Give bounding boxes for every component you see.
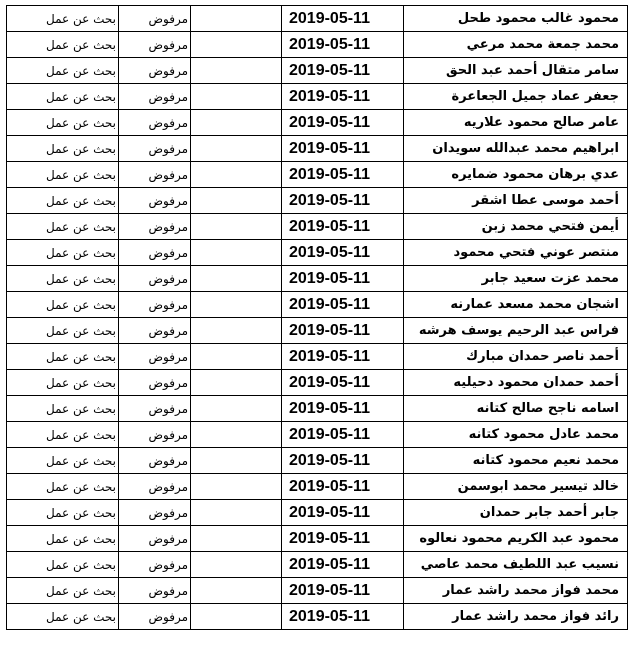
reason-cell: بحث عن عمل (7, 32, 119, 58)
table-row (7, 240, 628, 266)
applicant-name-cell: جعفر عماد جميل الجعاعرة (404, 84, 628, 110)
reason-cell: بحث عن عمل (7, 162, 119, 188)
date-cell: 2019-05-11 (282, 526, 404, 552)
empty-cell (191, 58, 282, 84)
applicant-name-cell: اسامه ناجح صالح كتانه (404, 396, 628, 422)
reason-cell: بحث عن عمل (7, 448, 119, 474)
reason-cell: بحث عن عمل (7, 500, 119, 526)
reason-cell: بحث عن عمل (7, 58, 119, 84)
table-row (7, 214, 628, 240)
empty-cell (191, 604, 282, 630)
empty-cell (191, 318, 282, 344)
date-cell: 2019-05-11 (282, 136, 404, 162)
applicant-name-cell: أحمد حمدان محمود دحيليه (404, 370, 628, 396)
applicant-name-cell: فراس عبد الرحيم يوسف هرشه (404, 318, 628, 344)
date-cell: 2019-05-11 (282, 604, 404, 630)
document-page (6, 5, 626, 651)
empty-cell (191, 214, 282, 240)
applicant-name-cell: جابر أحمد جابر حمدان (404, 500, 628, 526)
reason-cell: بحث عن عمل (7, 552, 119, 578)
table-row (7, 162, 628, 188)
reason-cell: بحث عن عمل (7, 84, 119, 110)
table-row (7, 344, 628, 370)
applicant-name-cell: عامر صالح محمود علاريه (404, 110, 628, 136)
status-cell: مرفوض (119, 604, 191, 630)
table-row (7, 526, 628, 552)
empty-cell (191, 84, 282, 110)
status-cell: مرفوض (119, 110, 191, 136)
reason-cell: بحث عن عمل (7, 136, 119, 162)
applicant-name-cell: محمد عادل محمود كتانه (404, 422, 628, 448)
reason-cell: بحث عن عمل (7, 6, 119, 32)
empty-cell (191, 162, 282, 188)
date-cell: 2019-05-11 (282, 58, 404, 84)
table-row (7, 474, 628, 500)
table-row (7, 110, 628, 136)
applicant-name-cell: محمود غالب محمود طحل (404, 6, 628, 32)
applicant-name-cell: محمود عبد الكريم محمود نعالوه (404, 526, 628, 552)
table-row (7, 32, 628, 58)
table-row (7, 318, 628, 344)
applicant-name-cell: محمد فواز محمد راشد عمار (404, 578, 628, 604)
applicant-name-cell: أيمن فتحي محمد زبن (404, 214, 628, 240)
table-row (7, 604, 628, 630)
reason-cell: بحث عن عمل (7, 604, 119, 630)
status-cell: مرفوض (119, 526, 191, 552)
empty-cell (191, 136, 282, 162)
status-cell: مرفوض (119, 136, 191, 162)
empty-cell (191, 526, 282, 552)
reason-cell: بحث عن عمل (7, 526, 119, 552)
status-cell: مرفوض (119, 240, 191, 266)
table-row (7, 552, 628, 578)
status-cell: مرفوض (119, 84, 191, 110)
table-row (7, 448, 628, 474)
reason-cell: بحث عن عمل (7, 266, 119, 292)
applicant-name-cell: أحمد ناصر حمدان مبارك (404, 344, 628, 370)
status-cell: مرفوض (119, 370, 191, 396)
reason-cell: بحث عن عمل (7, 240, 119, 266)
status-cell: مرفوض (119, 188, 191, 214)
empty-cell (191, 500, 282, 526)
date-cell: 2019-05-11 (282, 448, 404, 474)
reason-cell: بحث عن عمل (7, 474, 119, 500)
applicant-name-cell: اشجان محمد مسعد عمارنه (404, 292, 628, 318)
applicant-name-cell: عدي برهان محمود ضمايره (404, 162, 628, 188)
reason-cell: بحث عن عمل (7, 344, 119, 370)
table-row (7, 292, 628, 318)
reason-cell: بحث عن عمل (7, 214, 119, 240)
applicant-name-cell: محمد عزت سعيد جابر (404, 266, 628, 292)
status-cell: مرفوض (119, 6, 191, 32)
table-row (7, 136, 628, 162)
status-cell: مرفوض (119, 500, 191, 526)
table-row (7, 266, 628, 292)
table-row (7, 578, 628, 604)
date-cell: 2019-05-11 (282, 214, 404, 240)
applicant-name-cell: محمد جمعة محمد مرعي (404, 32, 628, 58)
reason-cell: بحث عن عمل (7, 370, 119, 396)
empty-cell (191, 240, 282, 266)
reason-cell: بحث عن عمل (7, 292, 119, 318)
empty-cell (191, 422, 282, 448)
date-cell: 2019-05-11 (282, 474, 404, 500)
empty-cell (191, 370, 282, 396)
applicant-name-cell: محمد نعيم محمود كتانه (404, 448, 628, 474)
date-cell: 2019-05-11 (282, 578, 404, 604)
empty-cell (191, 32, 282, 58)
table-row (7, 500, 628, 526)
empty-cell (191, 474, 282, 500)
reason-cell: بحث عن عمل (7, 110, 119, 136)
status-cell: مرفوض (119, 396, 191, 422)
reason-cell: بحث عن عمل (7, 318, 119, 344)
status-cell: مرفوض (119, 318, 191, 344)
date-cell: 2019-05-11 (282, 422, 404, 448)
table-row (7, 422, 628, 448)
empty-cell (191, 292, 282, 318)
status-cell: مرفوض (119, 578, 191, 604)
empty-cell (191, 6, 282, 32)
status-cell: مرفوض (119, 32, 191, 58)
applicant-name-cell: خالد تيسير محمد ابوسمن (404, 474, 628, 500)
empty-cell (191, 110, 282, 136)
date-cell: 2019-05-11 (282, 500, 404, 526)
date-cell: 2019-05-11 (282, 370, 404, 396)
table-row (7, 84, 628, 110)
applicant-name-cell: سامر متقال أحمد عبد الحق (404, 58, 628, 84)
date-cell: 2019-05-11 (282, 32, 404, 58)
status-cell: مرفوض (119, 552, 191, 578)
applicant-name-cell: رائد فواز محمد راشد عمار (404, 604, 628, 630)
status-cell: مرفوض (119, 214, 191, 240)
reason-cell: بحث عن عمل (7, 578, 119, 604)
reason-cell: بحث عن عمل (7, 188, 119, 214)
date-cell: 2019-05-11 (282, 240, 404, 266)
date-cell: 2019-05-11 (282, 266, 404, 292)
date-cell: 2019-05-11 (282, 292, 404, 318)
date-cell: 2019-05-11 (282, 110, 404, 136)
applicant-name-cell: أحمد موسى عطا اشقر (404, 188, 628, 214)
table-row (7, 188, 628, 214)
reason-cell: بحث عن عمل (7, 422, 119, 448)
status-cell: مرفوض (119, 58, 191, 84)
empty-cell (191, 344, 282, 370)
status-cell: مرفوض (119, 422, 191, 448)
status-cell: مرفوض (119, 448, 191, 474)
date-cell: 2019-05-11 (282, 344, 404, 370)
applicant-name-cell: نسيب عبد اللطيف محمد عاصي (404, 552, 628, 578)
applicant-name-cell: ابراهيم محمد عبدالله سويدان (404, 136, 628, 162)
status-cell: مرفوض (119, 474, 191, 500)
results-table-body (7, 6, 628, 630)
empty-cell (191, 552, 282, 578)
date-cell: 2019-05-11 (282, 396, 404, 422)
results-table (6, 5, 628, 630)
applicant-name-cell: منتصر عوني فتحي محمود (404, 240, 628, 266)
empty-cell (191, 578, 282, 604)
empty-cell (191, 188, 282, 214)
status-cell: مرفوض (119, 292, 191, 318)
date-cell: 2019-05-11 (282, 6, 404, 32)
date-cell: 2019-05-11 (282, 318, 404, 344)
reason-cell: بحث عن عمل (7, 396, 119, 422)
date-cell: 2019-05-11 (282, 188, 404, 214)
table-row (7, 396, 628, 422)
status-cell: مرفوض (119, 162, 191, 188)
empty-cell (191, 448, 282, 474)
status-cell: مرفوض (119, 344, 191, 370)
date-cell: 2019-05-11 (282, 552, 404, 578)
empty-cell (191, 266, 282, 292)
table-row (7, 370, 628, 396)
table-row (7, 6, 628, 32)
status-cell: مرفوض (119, 266, 191, 292)
date-cell: 2019-05-11 (282, 162, 404, 188)
empty-cell (191, 396, 282, 422)
table-row (7, 58, 628, 84)
date-cell: 2019-05-11 (282, 84, 404, 110)
